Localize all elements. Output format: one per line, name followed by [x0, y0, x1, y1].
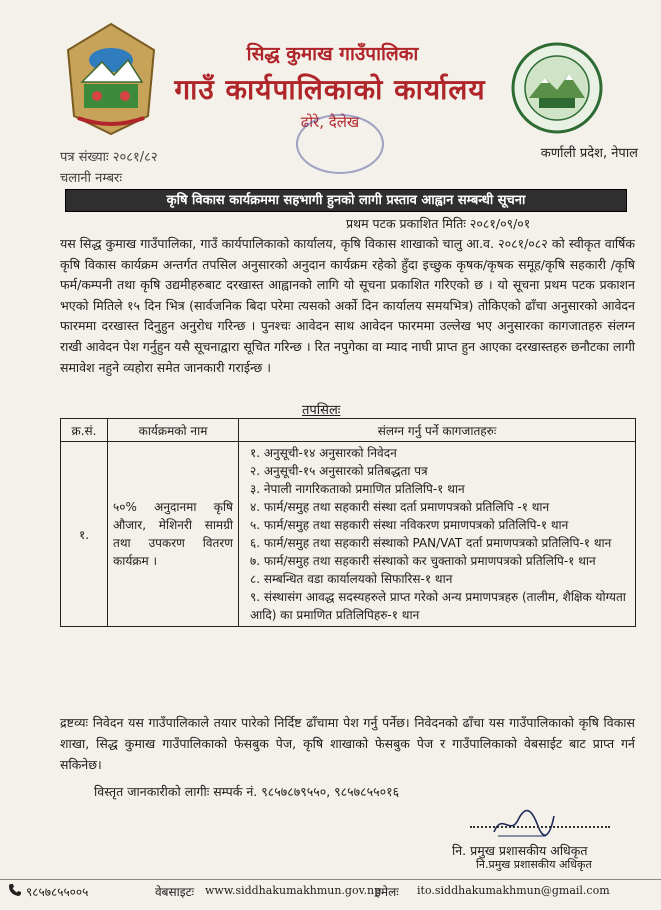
- table-row: [61, 442, 636, 627]
- col-serial: क्र.सं.: [61, 419, 108, 442]
- col-program: कार्यक्रमको नाम: [108, 419, 239, 442]
- footer-divider: [0, 879, 661, 880]
- footer-email-label: इमेलः: [375, 885, 399, 899]
- schedule-table: [60, 418, 636, 627]
- list-item: ४. फार्म/समुह तथा सहकारी संस्था दर्ता प्रमाणपत्रको प्रतिलिपि -१ थान: [250, 500, 550, 514]
- row-documents: [239, 442, 636, 627]
- table-header-row: [61, 419, 636, 442]
- list-item: ६. फार्म/समुह तथा सहकारी संस्थाको PAN/VAT दर्ता प्रमाणपत्रको प्रतिलिपि-१ थान: [250, 536, 612, 550]
- notice-body: यस सिद्ध कुमाख गाउँपालिका, गाउँ कार्यपालिकाको कार्यालय, कृषि विकास शाखाको चालु आ.व. २०८१/०८२ को स्वीकृत वार्षिक कृषि विकास कार्यक्रम अन्तर्गत तपसिल अनुसारको अनुदान कार्यक्रम रहेको हुँदा इच्छुक कृषक/कृषक समूह/कृषि सहकारी /कृषि फर्म/कम्पनी तथा कृषि उद्यमीहरुबाट दरखास्त आह्वानको लागि यो सूचना प्रकाशित गरिएको छ । यो सूचना प्रथम पटक प्रकाशन भएको मितिले १५ दिन भित्र (सार्वजनिक बिदा परेमा त्यसको अर्को दिन कार्यालय समयभित्र) तोकिएको ढाँचा अनुसारको आवेदन फारममा दरखास्त दिनुहुन अनुरोध गरिन्छ । पुनश्चः आवेदन साथ आवेदन फारममा उल्लेख भए अनुसारका कागजातहरु संलग्न राखी आवेदन पेश गर्नुहुन यसै सूचनाद्वारा सूचित गरिन्छ । रित नपुगेका वा म्याद नाघी प्राप्त हुन आएका दरखास्तहरु छनौटका लागी समावेश नहुने व्यहोरा समेत जानकारी गराईन्छ ।: [60, 236, 635, 375]
- list-item: ३. नेपाली नागरिकताको प्रमाणित प्रतिलिपि-१ थान: [250, 482, 465, 496]
- signer-title: नि. प्रमुख प्रशासकीय अधिकृत: [452, 843, 588, 858]
- signature-mark: [488, 806, 558, 842]
- dispatch-number: चलानी नम्बरः: [60, 171, 122, 186]
- list-item: १. अनुसूची-१४ अनुसारको निवेदन: [250, 446, 397, 460]
- contact-info: विस्तृत जानकारीको लागीः सम्पर्क नं. ९८५७८७९५५०, ९८५७८५५०१६: [94, 784, 400, 799]
- list-item: ९. संस्थासंग आवद्ध सदस्यहरुले प्राप्त गरेको अन्य प्रमाणपत्रहरु (तालीम, शैक्षिक योग्यता आदि) का प्रमाणित प्रतिलिपिहरु-१ थान: [250, 590, 626, 622]
- notice-title: कृषि विकास कार्यक्रममा सहभागी हुनको लागी प्रस्ताव आह्वान सम्बन्धी सूचना: [65, 189, 627, 212]
- footer-phone: ९८५७८५५००५: [26, 885, 89, 899]
- province-text: कर्णाली प्रदेश, नेपाल: [540, 146, 638, 161]
- schedule-heading: तपसिलः: [302, 403, 341, 418]
- office-name: गाउँ कार्यपालिकाको कार्यालय: [174, 73, 486, 106]
- office-address: ढोरे, दैलेख: [300, 113, 360, 131]
- note-text: द्रष्टव्यः निवेदन यस गाउँपालिकाले तयार पारेको निर्दिष्ट ढाँचामा पेश गर्नु पर्नेछ। निवेदनको ढाँचा यस गाउँपालिकाको कृषि विकास शाखा, सिद्ध कुमाख गाउँपालिकाको फेसबुक पेज, कृषि शाखाको फेसबुक पेज र गाउँपालिकाको वेबसाईट बाट प्राप्त गर्न सकिनेछ।: [60, 715, 635, 772]
- office-stamp: [296, 114, 384, 174]
- municipality-logo-icon: [505, 40, 609, 136]
- row-program: ५०% अनुदानमा कृषि औजार, मेशिनरी सामग्री तथा उपकरण वितरण कार्यक्रम ।: [108, 442, 239, 627]
- list-item: २. अनुसूची-१५ अनुसारको प्रतिबद्धता पत्र: [250, 464, 428, 478]
- documents-list: [244, 444, 630, 624]
- footer-web-label: वेबसाइटः: [155, 885, 195, 899]
- footer-email-link[interactable]: ito.siddhakumakhmun@gmail.com: [417, 884, 610, 897]
- col-documents: संलग्न गर्नु पर्ने कागजातहरुः: [239, 419, 636, 442]
- reference-number: पत्र संख्याः २०८१/८२: [60, 150, 158, 165]
- row-serial: १.: [61, 442, 108, 627]
- municipality-name: सिद्ध कुमाख गाउँपालिका: [246, 43, 419, 65]
- publication-date: प्रथम पटक प्रकाशित मितिः २०८१/०९/०१: [346, 216, 531, 231]
- signature-line: [470, 826, 610, 828]
- list-item: ५. फार्म/समुह तथा सहकारी संस्था नविकरण प्रमाणपत्रको प्रतिलिपि-१ थान: [250, 518, 569, 532]
- list-item: ७. फार्म/समुह तथा सहकारी संस्थाको कर चुक्ताको प्रमाणपत्रको प्रतिलिपि-१ थान: [250, 554, 596, 568]
- footer-website-link[interactable]: www.siddhakumakhmun.gov.np: [205, 884, 382, 897]
- signer-stamp: नि.प्रमुख प्रशासकीय अधिकृत: [476, 858, 592, 871]
- phone-icon: [8, 883, 22, 897]
- list-item: ८. सम्बन्धित वडा कार्यालयको सिफारिस-१ थान: [250, 572, 453, 586]
